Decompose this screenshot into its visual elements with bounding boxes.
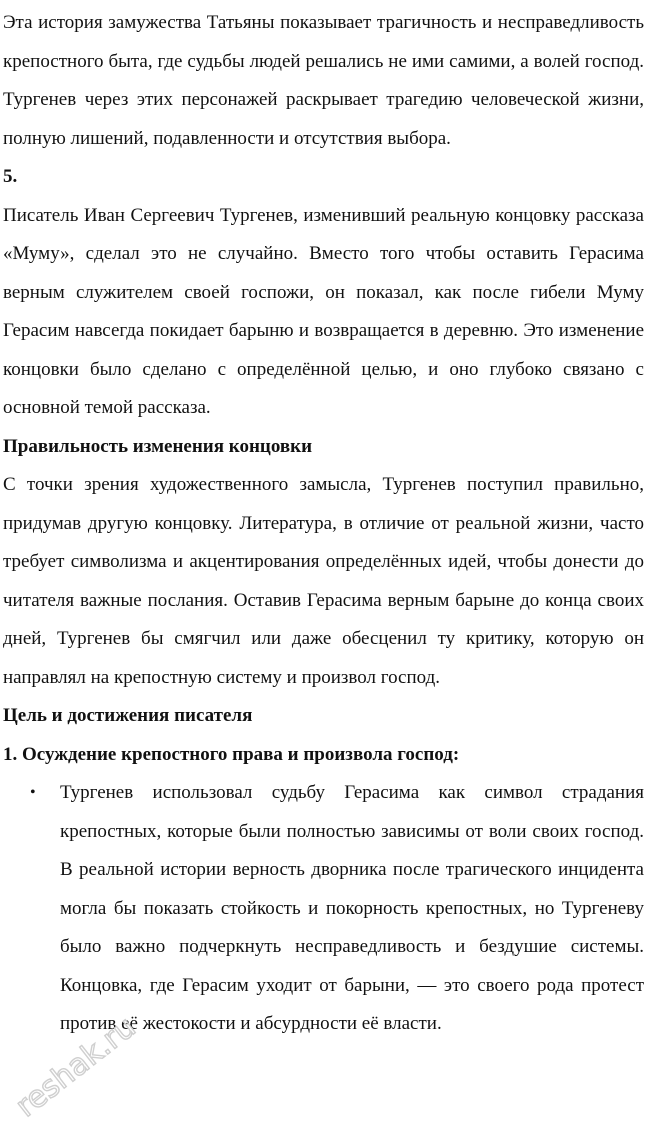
heading-writer-goals: Цель и достижения писателя [3, 705, 253, 726]
bullet-list [3, 774, 644, 1044]
paragraph-tatiana-marriage: Эта история замужества Татьяны показывает трагичность и несправедливость крепостного быта, где судьбы людей решались не ими самими, а волей господ. Тургенев через этих персонажей раскрывает трагедию человеческой жизни, полную лишений, подавленности и отсутствия выбора. [3, 12, 644, 149]
section-number: 5. [3, 166, 18, 187]
paragraph-ending-change: Писатель Иван Сергеевич Тургенев, изменивший реальную концовку рассказа «Муму», сделал это не случайно. Вместо того чтобы оставить Герасима верным служителем своей госпожи, он показал, как после гибели Муму Герасим навсегда покидает барыню и возвращается в деревню. Это изменение концовки было сделано с определённой целью, и оно глубоко связано с основной темой рассказа. [3, 204, 644, 418]
list-item-text: Тургенев использовал судьбу Герасима как символ страдания крепостных, которые были полностью зависимы от воли своих господ. В реальной истории верность дворника после трагического инцидента могла бы показать стойкость и покорность крепостных, но Тургеневу было важно подчеркнуть несправедливость и бездушие системы. Концовка, где Герасим уходит от барыни, — это своего рода протест против её жестокости и абсурдности её власти. [60, 782, 644, 1034]
list-item [30, 774, 644, 1044]
heading-ending-correctness: Правильность изменения концовки [3, 435, 313, 457]
bullet-marker: • [30, 784, 36, 801]
heading-serfdom-condemnation: 1. Осуждение крепостного права и произвола господ: [3, 743, 460, 765]
watermark-text: reshak.ru [9, 1009, 143, 1125]
paragraph-artistic-intent: С точки зрения художественного замысла, Тургенев поступил правильно, придумав другую концовку. Литература, в отличие от реальной жизни, часто требует символизма и акцентирования определённых идей, чтобы донести до читателя важные послания. Оставив Герасима верным барыне до конца своих дней, Тургенев бы смягчил или даже обесценил ту критику, которую он направлял на крепостную систему и произвол господ. [3, 474, 644, 688]
